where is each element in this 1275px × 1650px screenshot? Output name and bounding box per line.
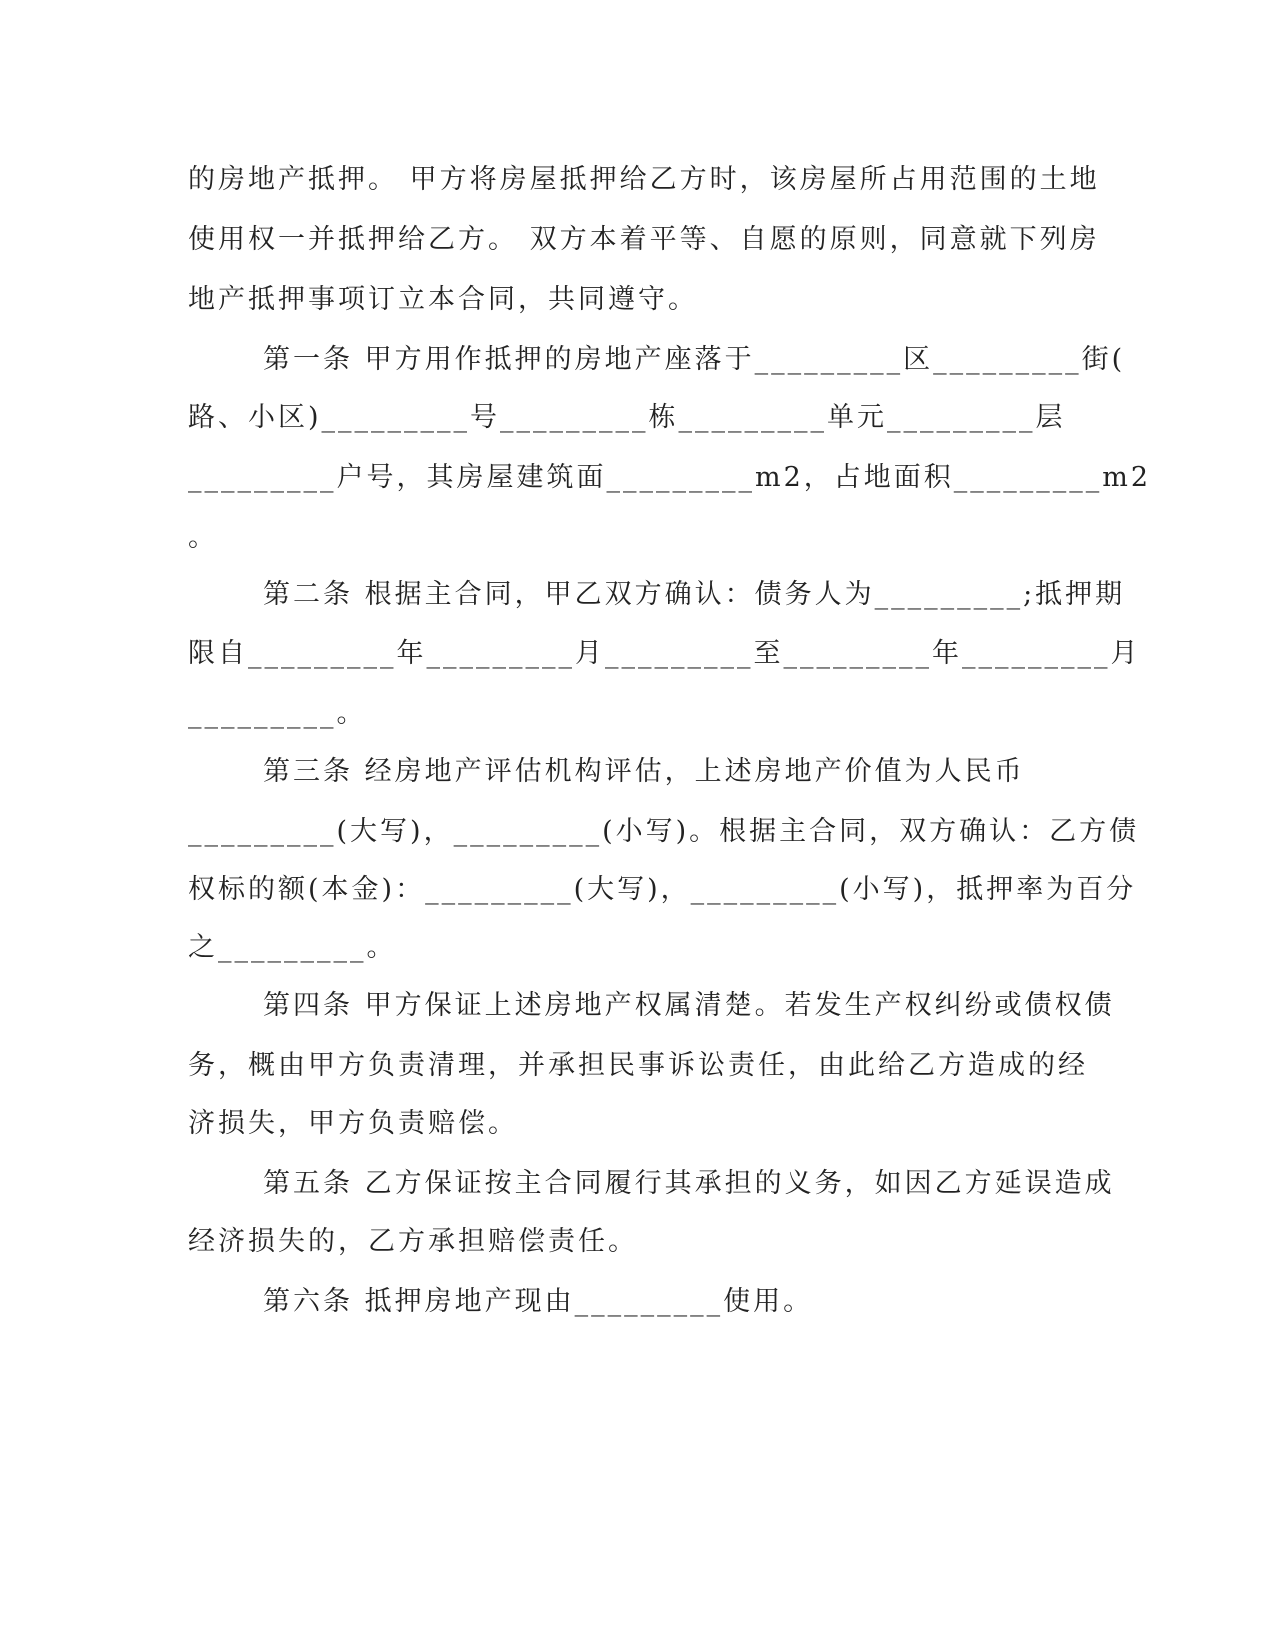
article-3-line: 权标的额(本金)：_________(大写)，_________(小写)，抵押率为百分 (188, 874, 1137, 905)
article-3-line: 之_________。 (188, 932, 397, 963)
article-3-line: 第三条 经房地产评估机构评估，上述房地产价值为人民币 (263, 756, 1025, 787)
article-4-line: 济损失，甲方负责赔偿。 (188, 1108, 518, 1139)
article-2-line: _________。 (188, 698, 367, 729)
article-5-line: 经济损失的，乙方承担赔偿责任。 (188, 1226, 638, 1257)
article-1-line: 。 (188, 522, 218, 553)
article-4-line: 第四条 甲方保证上述房地产权属清楚。若发生产权纠纷或债权债 (263, 990, 1115, 1021)
article-2-line: 第二条 根据主合同，甲乙双方确认：债务人为_________;抵押期 (263, 579, 1126, 610)
article-1-line: 第一条 甲方用作抵押的房地产座落于_________区_________街( (263, 344, 1126, 375)
paragraph-line: 地产抵押事项订立本合同，共同遵守。 (188, 284, 698, 315)
article-1-line: _________户号，其房屋建筑面_________m2，占地面积_________m2 (188, 462, 1152, 493)
article-3-line: _________(大写)，_________(小写)。根据主合同，双方确认：乙方债 (188, 816, 1140, 847)
article-1-line: 路、小区)_________号_________栋_________单元_________层 (188, 402, 1066, 433)
article-2-line: 限自_________年_________月_________至_________年_________月 (188, 638, 1141, 669)
paragraph-line: 的房地产抵押。 甲方将房屋抵押给乙方时，该房屋所占用范围的土地 (188, 164, 1100, 195)
article-5-line: 第五条 乙方保证按主合同履行其承担的义务，如因乙方延误造成 (263, 1168, 1115, 1199)
article-4-line: 务，概由甲方负责清理，并承担民事诉讼责任，由此给乙方造成的经 (188, 1050, 1088, 1081)
article-6-line: 第六条 抵押房地产现由_________使用。 (263, 1286, 814, 1317)
paragraph-line: 使用权一并抵押给乙方。 双方本着平等、自愿的原则，同意就下列房 (188, 224, 1100, 255)
